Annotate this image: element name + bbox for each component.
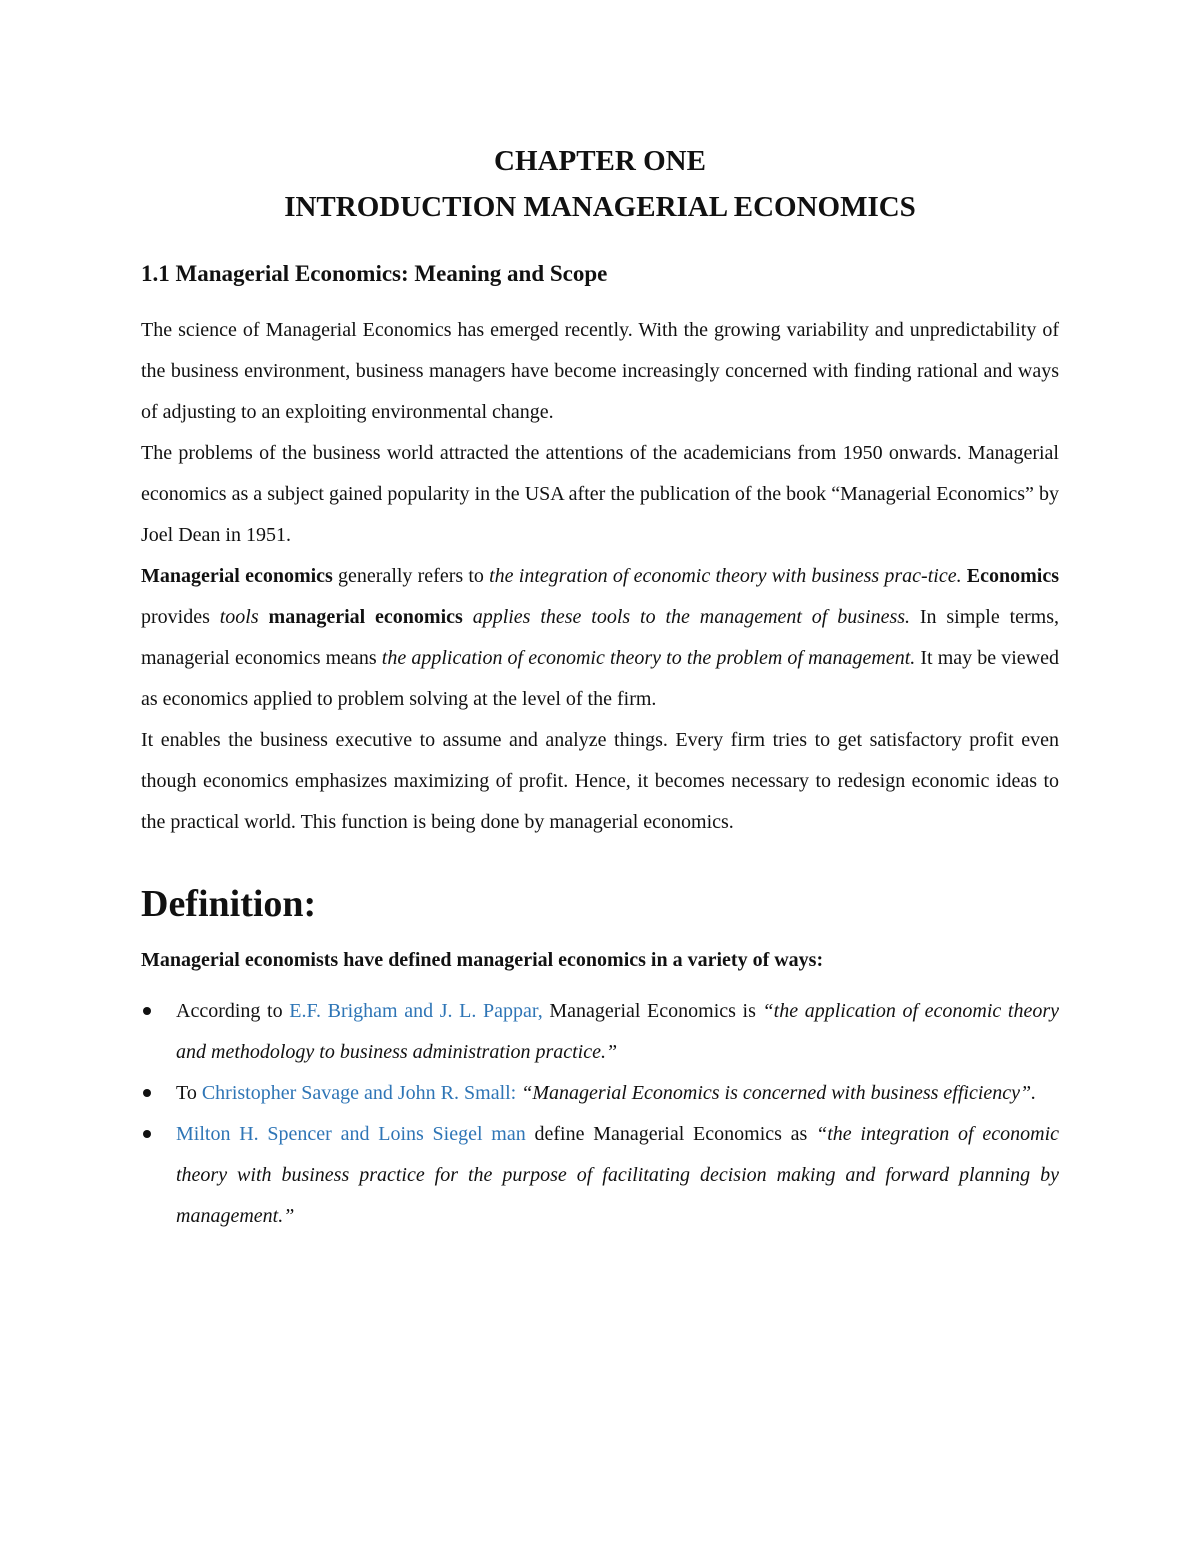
text-span: In simple terms, managerial economics means <box>141 606 1060 669</box>
definition-quote: “the integration of economic theory with business practice for the purpose of facilitating decision making and forward planning by management.” <box>176 1123 1060 1227</box>
bullet-icon <box>143 1089 151 1097</box>
definition-quote: “the application of economic theory and methodology to business administration practice.” <box>176 1000 1059 1063</box>
text-span: According to <box>176 1000 290 1022</box>
chapter-name: INTRODUCTION MANAGERIAL ECONOMICS <box>284 191 916 223</box>
author-link[interactable]: E.F. Brigham and J. L. Pappar, <box>289 1000 543 1022</box>
definition-item <box>141 1073 1059 1114</box>
chapter-number: CHAPTER ONE <box>494 145 706 177</box>
definition-item <box>141 991 1059 1073</box>
text-span: generally refers to <box>332 565 490 587</box>
section-heading: 1.1 Managerial Economics: Meaning and Scope <box>141 261 608 286</box>
definition-item <box>141 1114 1059 1237</box>
definition-list <box>141 991 1059 1237</box>
definition-heading: Definition: <box>141 883 317 925</box>
italic-span: tools <box>219 606 259 628</box>
chapter-title <box>141 138 1059 230</box>
definition-intro: Managerial economists have defined managerial economics in a variety of ways: <box>141 949 824 971</box>
bullet-icon <box>143 1007 151 1015</box>
term-managerial-economics: Managerial economics <box>141 565 333 587</box>
author-link[interactable]: Milton H. Spencer and Loins Siegel man <box>176 1123 526 1145</box>
text-span: provides <box>141 606 220 628</box>
paragraph-4: It enables the business executive to assume and analyze things. Every firm tries to get satisfactory profit even though economics emphasizes maximizing of profit. Hence, it becomes necessary to redesign economic ideas to the practical world. This function is being done by managerial economics. <box>141 729 1059 833</box>
text-span <box>463 606 473 628</box>
text-span: define Managerial Economics as <box>525 1123 817 1145</box>
bullet-icon <box>143 1130 151 1138</box>
paragraph-3 <box>141 556 1059 720</box>
italic-span: the integration of economic theory with business prac-tice. <box>489 565 962 587</box>
term-managerial-economics: managerial economics <box>268 606 463 628</box>
text-span: Managerial Economics is <box>542 1000 763 1022</box>
definition-quote: “Managerial Economics is concerned with business efficiency”. <box>521 1082 1037 1104</box>
text-span: It may be viewed as economics applied to problem solving at the level of the firm. <box>141 647 1060 710</box>
italic-span: applies these tools to the management of business. <box>472 606 911 628</box>
text-span: To <box>176 1082 202 1104</box>
paragraph-1: The science of Managerial Economics has emerged recently. With the growing variability and unpredictability of the business environment, business managers have become increasingly concerned with finding rational and ways of adjusting to an exploiting environmental change. <box>141 319 1059 423</box>
author-link[interactable]: Christopher Savage and John R. Small: <box>201 1082 517 1104</box>
paragraph-2: The problems of the business world attracted the attentions of the academicians from 1950 onwards. Managerial economics as a subject gained popularity in the USA after the publication of the book “Managerial Economics” by Joel Dean in 1951. <box>141 442 1059 546</box>
italic-span: the application of economic theory to the problem of management. <box>381 647 916 669</box>
term-economics: Economics <box>966 565 1059 587</box>
document-page <box>141 138 1059 1237</box>
text-span <box>259 606 269 628</box>
